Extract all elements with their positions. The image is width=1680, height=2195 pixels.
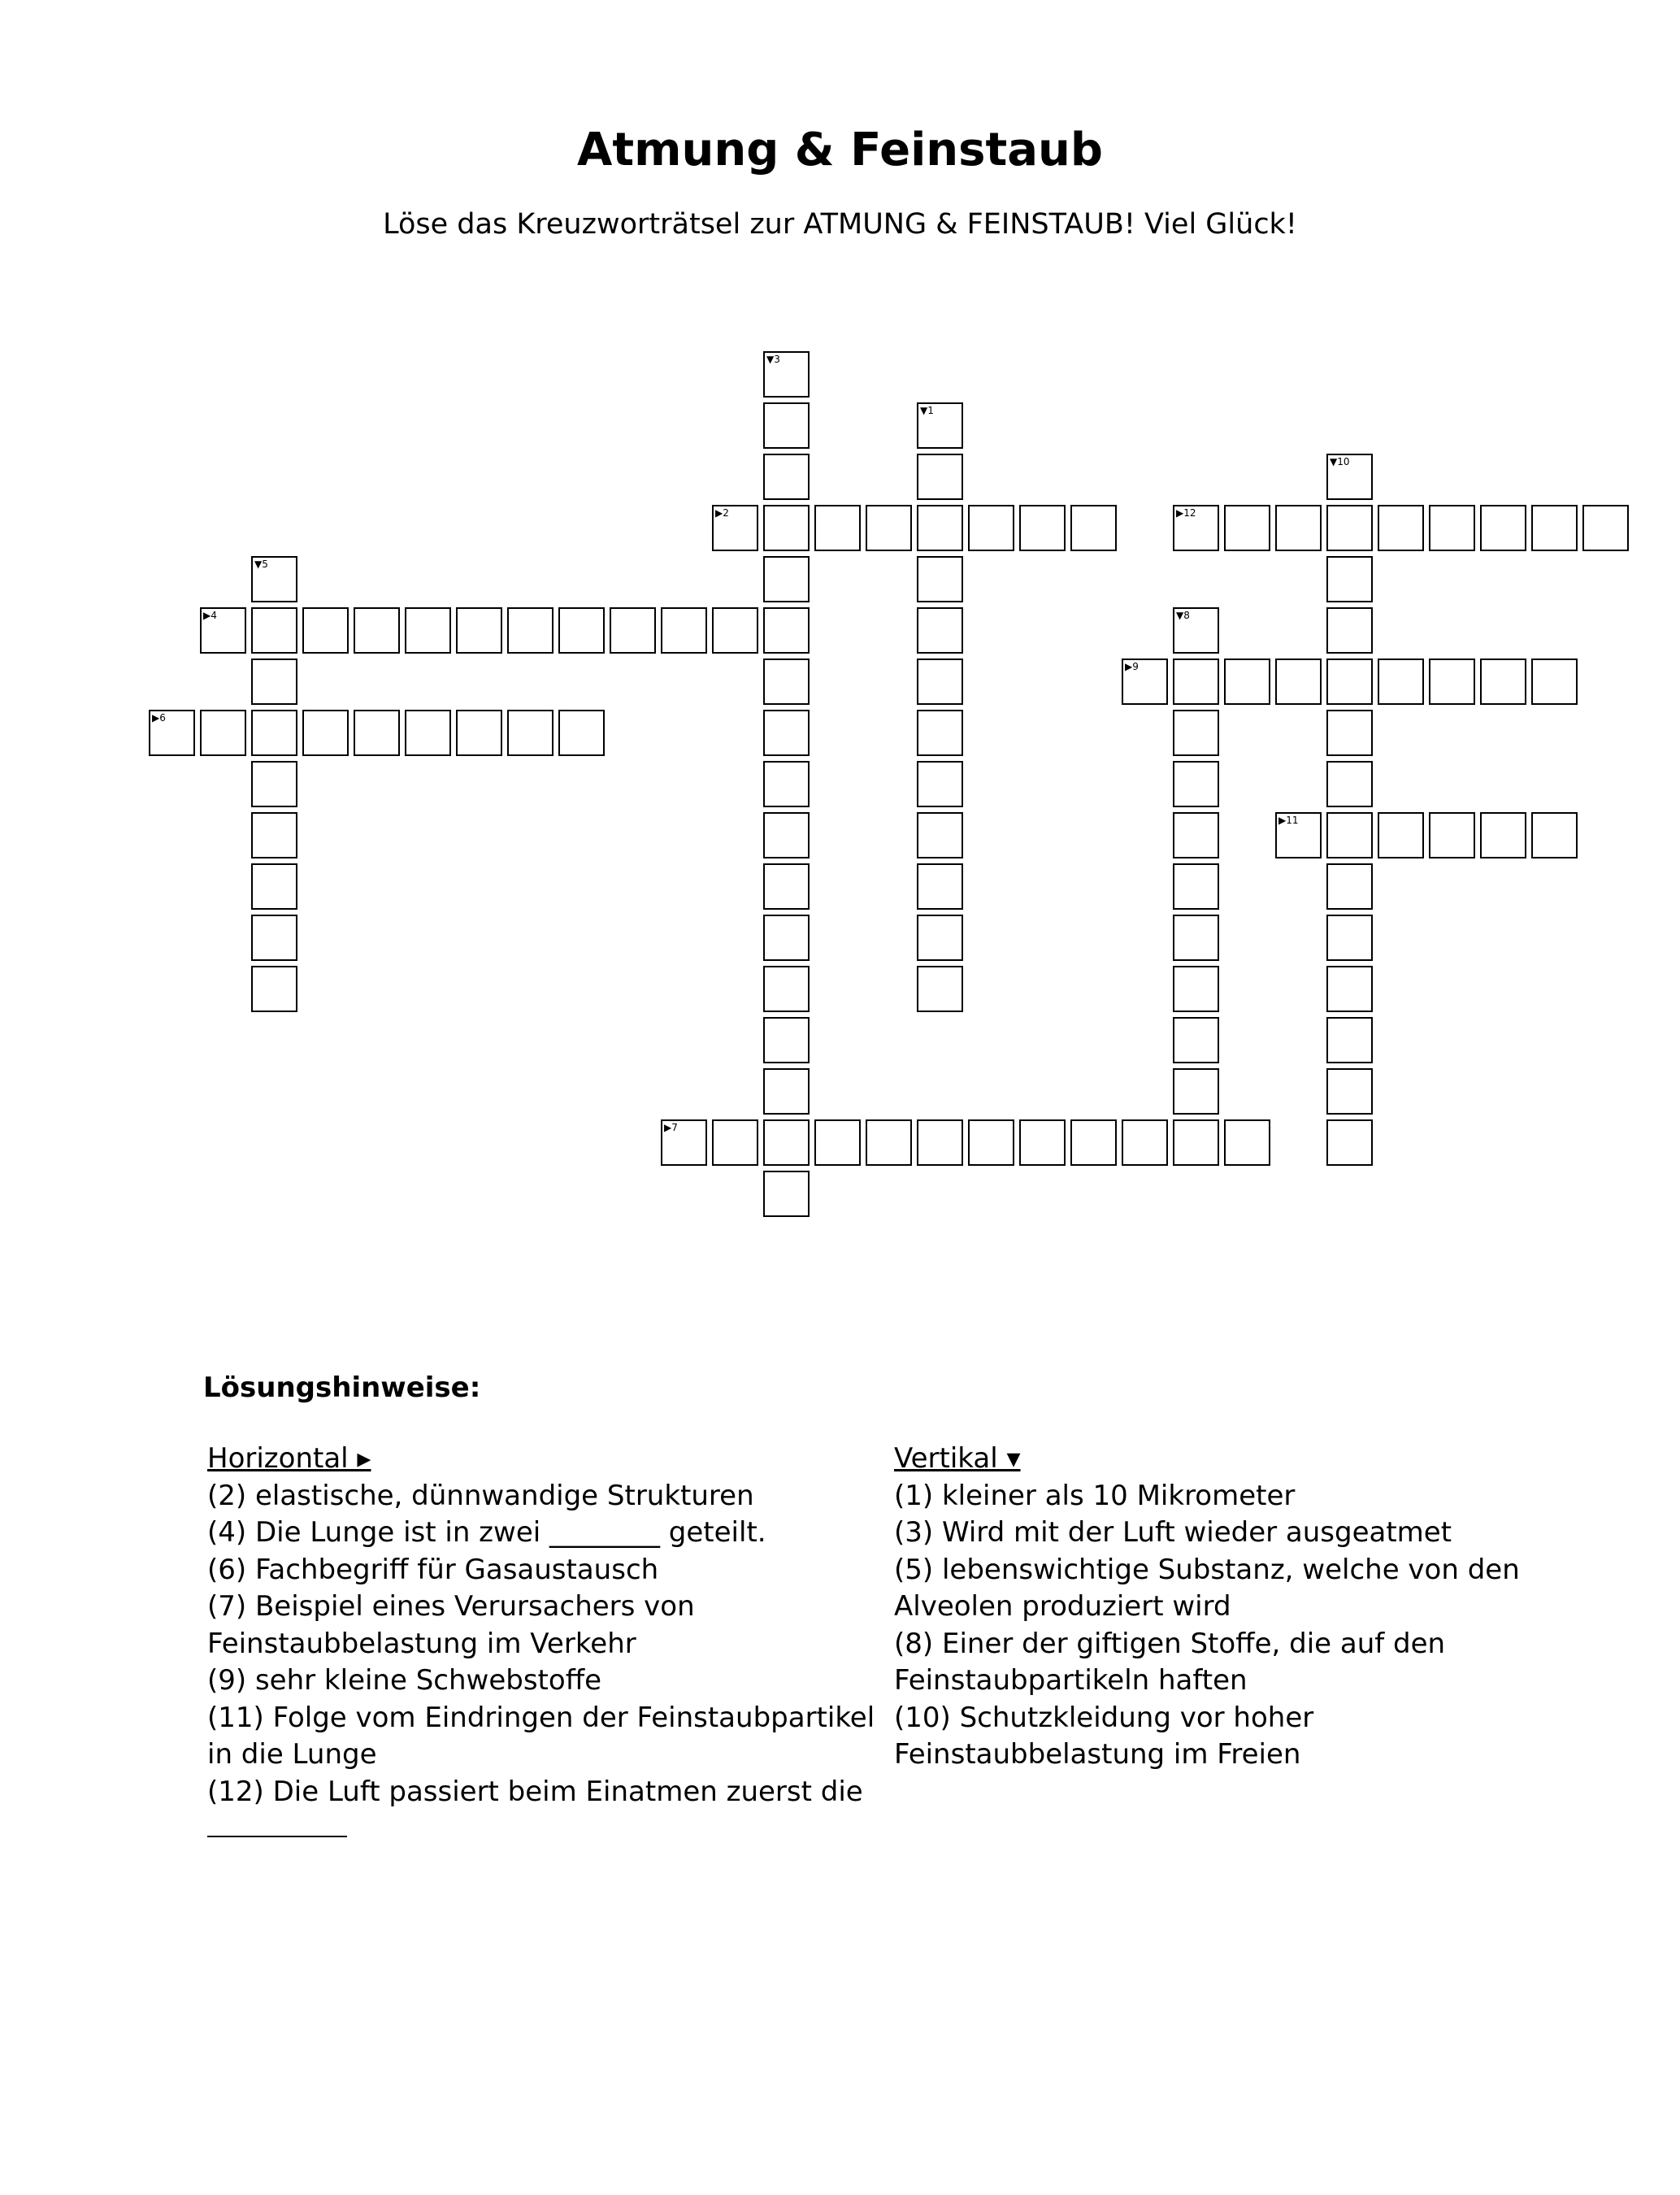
crossword-cell[interactable]	[1173, 966, 1219, 1012]
crossword-cell[interactable]	[1173, 761, 1219, 807]
clue-number: ▶11	[1278, 815, 1299, 826]
crossword-cell[interactable]	[712, 607, 758, 654]
page-title: Atmung & Feinstaub	[577, 124, 1103, 176]
crossword-cell[interactable]	[1122, 658, 1168, 705]
crossword-cell[interactable]	[1326, 1068, 1373, 1115]
crossword-cell[interactable]	[251, 915, 297, 961]
crossword-cell[interactable]	[251, 607, 297, 654]
crossword-cell[interactable]	[763, 1017, 810, 1063]
vertical-clue: (5) lebenswichtige Substanz, welche von den	[894, 1553, 1520, 1586]
crossword-cell[interactable]	[968, 505, 1014, 551]
vertical-clue: (3) Wird mit der Luft wieder ausgeatmet	[894, 1516, 1452, 1549]
clue-number: ▶9	[1125, 661, 1139, 672]
horizontal-clue: Feinstaubbelastung im Verkehr	[207, 1627, 636, 1660]
crossword-cell[interactable]	[1326, 505, 1373, 551]
crossword-cell[interactable]	[763, 761, 810, 807]
crossword-cell[interactable]	[1173, 812, 1219, 858]
crossword-cell[interactable]	[456, 710, 502, 756]
clue-number: ▶7	[664, 1122, 678, 1133]
crossword-cell[interactable]	[1224, 505, 1270, 551]
crossword-cell[interactable]	[456, 607, 502, 654]
crossword-cell[interactable]	[507, 607, 553, 654]
horizontal-clue: (11) Folge vom Eindringen der Feinstaubpartikel	[207, 1701, 875, 1734]
crossword-cell[interactable]	[917, 658, 963, 705]
crossword-cell[interactable]	[610, 607, 656, 654]
crossword-cell[interactable]	[1429, 658, 1475, 705]
crossword-cell[interactable]	[558, 607, 605, 654]
crossword-cell[interactable]	[763, 454, 810, 500]
crossword-cell[interactable]	[763, 556, 810, 602]
clue-number: ▼5	[254, 559, 268, 570]
crossword-cell[interactable]	[1173, 863, 1219, 910]
crossword-cell[interactable]	[251, 761, 297, 807]
crossword-cell[interactable]	[1480, 658, 1526, 705]
crossword-cell[interactable]	[712, 505, 758, 551]
crossword-cell[interactable]	[917, 1119, 963, 1166]
crossword-cell[interactable]	[251, 556, 297, 602]
horizontal-clue: (2) elastische, dünnwandige Strukturen	[207, 1479, 754, 1512]
crossword-cell[interactable]	[1378, 505, 1424, 551]
vertical-clue: Feinstaubpartikeln haften	[894, 1664, 1248, 1697]
crossword-cell[interactable]	[1122, 1119, 1168, 1166]
crossword-cell[interactable]	[1326, 812, 1373, 858]
clue-number: ▶4	[203, 610, 217, 621]
vertical-clue: (8) Einer der giftigen Stoffe, die auf den	[894, 1627, 1446, 1660]
vertical-clues	[894, 1441, 1544, 1774]
crossword-cell[interactable]	[1480, 505, 1526, 551]
crossword-cell[interactable]	[251, 710, 297, 756]
crossword-cell[interactable]	[763, 915, 810, 961]
crossword-cell[interactable]	[763, 351, 810, 398]
crossword-cell[interactable]	[917, 761, 963, 807]
clue-number: ▼8	[1176, 610, 1190, 621]
crossword-cell[interactable]	[1326, 658, 1373, 705]
crossword-cell[interactable]	[1173, 915, 1219, 961]
crossword-cell[interactable]	[1531, 505, 1578, 551]
vertical-clue: Alveolen produziert wird	[894, 1590, 1231, 1623]
vertical-clue: (1) kleiner als 10 Mikrometer	[894, 1479, 1296, 1512]
horizontal-clues	[207, 1441, 890, 1848]
crossword-cell[interactable]	[1070, 505, 1117, 551]
horizontal-clue: (4) Die Lunge ist in zwei ________ geteilt.	[207, 1516, 766, 1549]
crossword-cell[interactable]	[200, 710, 246, 756]
crossword-cell[interactable]	[1173, 710, 1219, 756]
crossword-cell[interactable]	[1019, 505, 1066, 551]
crossword-cell[interactable]	[763, 1119, 810, 1166]
crossword-cell[interactable]	[763, 812, 810, 858]
crossword-cell[interactable]	[1326, 710, 1373, 756]
crossword-cell[interactable]	[1326, 556, 1373, 602]
crossword-cell[interactable]	[917, 966, 963, 1012]
crossword-cell[interactable]	[1173, 1119, 1219, 1166]
crossword-cell[interactable]	[1429, 812, 1475, 858]
crossword-cell[interactable]	[558, 710, 605, 756]
crossword-cell[interactable]	[1326, 863, 1373, 910]
crossword-cell[interactable]	[1326, 761, 1373, 807]
crossword-cell[interactable]	[763, 710, 810, 756]
horizontal-clue: (9) sehr kleine Schwebstoffe	[207, 1664, 602, 1697]
crossword-cell[interactable]	[712, 1119, 758, 1166]
crossword-cell[interactable]	[866, 1119, 912, 1166]
crossword-cell[interactable]	[251, 966, 297, 1012]
crossword-cell[interactable]	[1326, 966, 1373, 1012]
crossword-cell[interactable]	[1173, 505, 1219, 551]
vertical-clue: Feinstaubbelastung im Freien	[894, 1738, 1301, 1771]
crossword-cell[interactable]	[1378, 812, 1424, 858]
crossword-cell[interactable]	[814, 1119, 861, 1166]
crossword-cell[interactable]	[968, 1119, 1014, 1166]
crossword-cell[interactable]	[1173, 607, 1219, 654]
crossword-cell[interactable]	[917, 505, 963, 551]
crossword-cell[interactable]	[763, 966, 810, 1012]
crossword-cell[interactable]	[763, 1068, 810, 1115]
clue-number: ▼1	[920, 405, 934, 416]
crossword-cell[interactable]	[149, 710, 195, 756]
crossword-cell[interactable]	[1480, 812, 1526, 858]
crossword-cell[interactable]	[1275, 658, 1322, 705]
crossword-cell[interactable]	[302, 710, 349, 756]
vertical-heading: Vertikal ▾	[894, 1442, 1021, 1475]
crossword-cell[interactable]	[405, 710, 451, 756]
crossword-cell[interactable]	[661, 1119, 707, 1166]
crossword-cell[interactable]	[251, 658, 297, 705]
crossword-cell[interactable]	[354, 607, 400, 654]
crossword-cell[interactable]	[917, 812, 963, 858]
crossword-cell[interactable]	[1173, 1068, 1219, 1115]
hints-heading: Lösungshinweise:	[203, 1371, 481, 1404]
horizontal-clue: in die Lunge	[207, 1738, 377, 1771]
horizontal-clue: (7) Beispiel eines Verursachers von	[207, 1590, 695, 1623]
clue-number: ▶2	[715, 507, 729, 519]
crossword-cell[interactable]	[917, 556, 963, 602]
crossword-cell[interactable]	[405, 607, 451, 654]
crossword-cell[interactable]	[763, 505, 810, 551]
crossword-cell[interactable]	[1070, 1119, 1117, 1166]
crossword-cell[interactable]	[917, 863, 963, 910]
crossword-cell[interactable]	[1582, 505, 1629, 551]
crossword-cell[interactable]	[1378, 658, 1424, 705]
crossword-cell[interactable]	[302, 607, 349, 654]
clue-number: ▶12	[1176, 507, 1196, 519]
crossword-cell[interactable]	[1326, 607, 1373, 654]
vertical-clue: (10) Schutzkleidung vor hoher	[894, 1701, 1314, 1734]
clue-number: ▶6	[152, 712, 166, 724]
crossword-cell[interactable]	[1275, 812, 1322, 858]
crossword-cell[interactable]	[251, 863, 297, 910]
crossword-cell[interactable]	[917, 607, 963, 654]
crossword-cell[interactable]	[763, 863, 810, 910]
horizontal-clue: (12) Die Luft passiert beim Einatmen zuerst die	[207, 1775, 863, 1808]
crossword-cell[interactable]	[917, 454, 963, 500]
crossword-cell[interactable]	[1224, 658, 1270, 705]
crossword-cell[interactable]	[1173, 1017, 1219, 1063]
crossword-cell[interactable]	[917, 915, 963, 961]
answer-blank-line	[207, 1810, 890, 1848]
crossword-cell[interactable]	[1275, 505, 1322, 551]
horizontal-clue: (6) Fachbegriff für Gasaustausch	[207, 1553, 659, 1586]
crossword-cell[interactable]	[763, 402, 810, 449]
crossword-cell[interactable]	[1429, 505, 1475, 551]
crossword-cell[interactable]	[814, 505, 861, 551]
clue-number: ▼3	[766, 354, 780, 365]
crossword-cell[interactable]	[251, 812, 297, 858]
crossword-cell[interactable]	[763, 607, 810, 654]
crossword-cell[interactable]	[1173, 658, 1219, 705]
crossword-cell[interactable]	[1326, 1017, 1373, 1063]
horizontal-heading: Horizontal ▸	[207, 1442, 371, 1475]
crossword-cell[interactable]	[507, 710, 553, 756]
crossword-cell[interactable]	[354, 710, 400, 756]
crossword-cell[interactable]	[917, 710, 963, 756]
crossword-cell[interactable]	[200, 607, 246, 654]
crossword-cell[interactable]	[1531, 658, 1578, 705]
crossword-cell[interactable]	[1326, 1119, 1373, 1166]
crossword-cell[interactable]	[866, 505, 912, 551]
crossword-cell[interactable]	[1531, 812, 1578, 858]
crossword-cell[interactable]	[661, 607, 707, 654]
page-subtitle: Löse das Kreuzworträtsel zur ATMUNG & FEINSTAUB! Viel Glück!	[383, 208, 1297, 241]
crossword-cell[interactable]	[1326, 454, 1373, 500]
crossword-cell[interactable]	[763, 658, 810, 705]
crossword-cell[interactable]	[1019, 1119, 1066, 1166]
crossword-cell[interactable]	[917, 402, 963, 449]
crossword-cell[interactable]	[1224, 1119, 1270, 1166]
crossword-cell[interactable]	[1326, 915, 1373, 961]
crossword-cell[interactable]	[763, 1171, 810, 1217]
clue-number: ▼10	[1330, 456, 1350, 467]
